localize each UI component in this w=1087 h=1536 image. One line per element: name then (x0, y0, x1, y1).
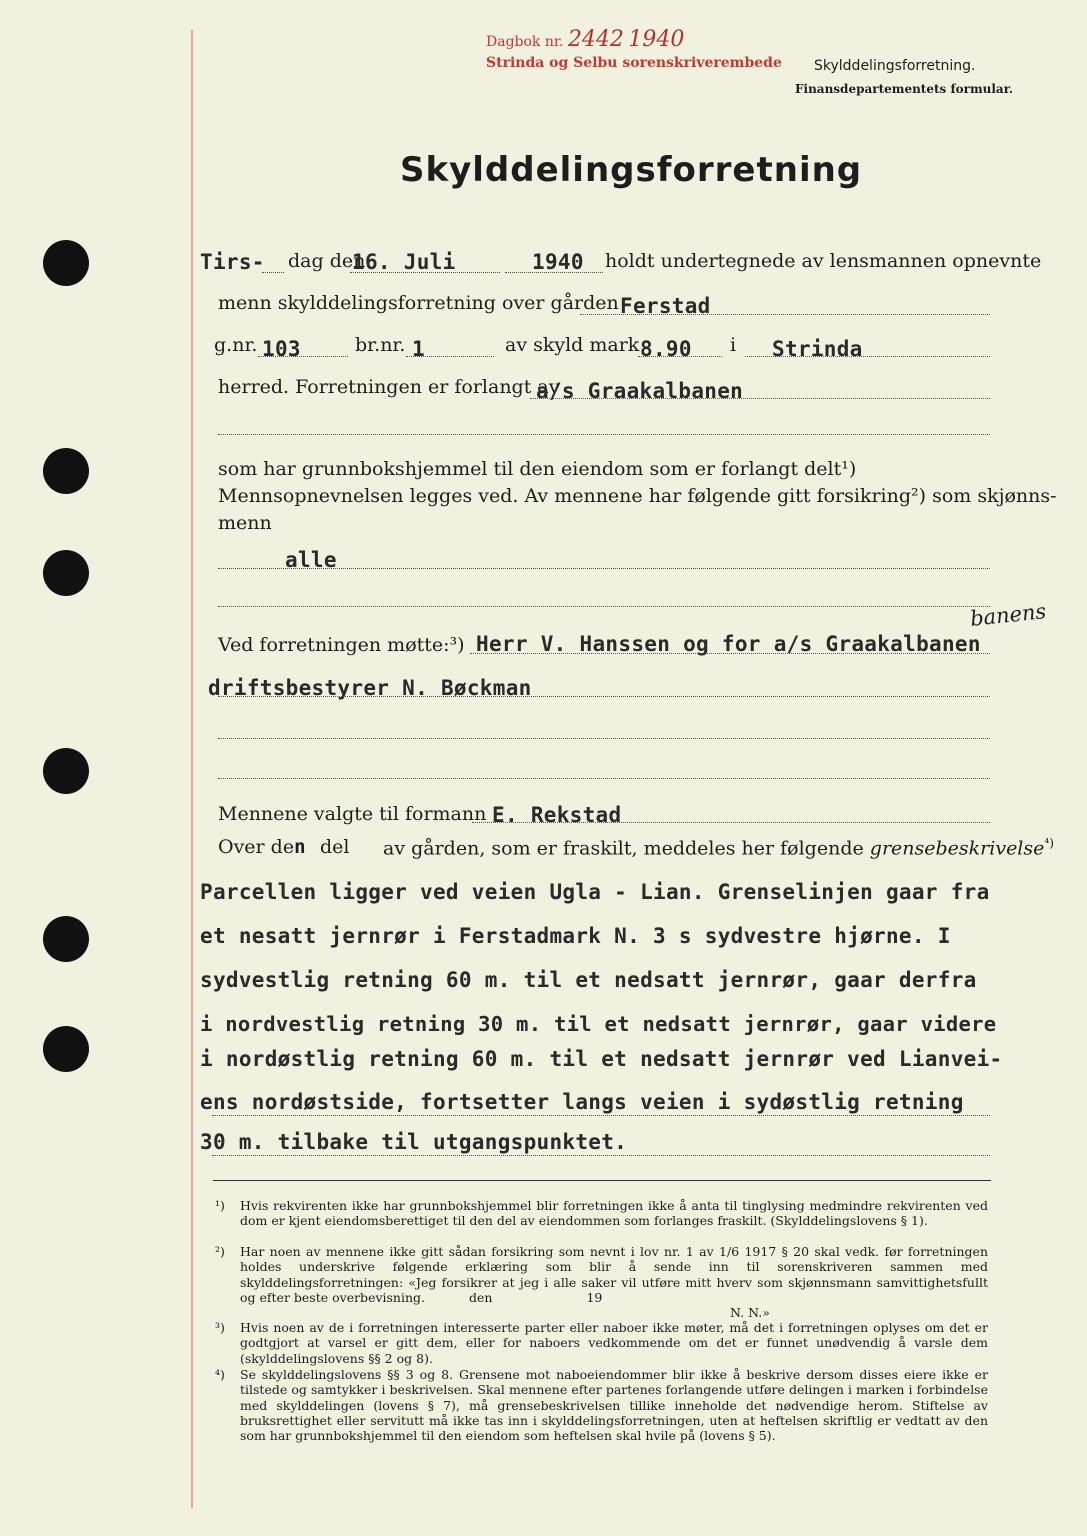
footnote-ref: ⁴) (1044, 836, 1054, 850)
mark-label: av skyld mark (505, 334, 640, 356)
footnote-3 (215, 1320, 988, 1366)
page-title: Skylddelingsforretning (400, 150, 863, 190)
del-label: del (320, 836, 350, 858)
punch-hole (43, 1026, 89, 1072)
over-den-text (383, 836, 1054, 859)
description-line: Parcellen ligger ved veien Ugla - Lian. Grenselinjen gaar fra (200, 880, 990, 904)
punch-hole (43, 550, 89, 596)
mark-value: 8.90 (640, 337, 692, 361)
footnote-2 (215, 1244, 988, 1305)
alle-value: alle (285, 548, 337, 572)
dagbok-stamp (486, 27, 684, 52)
description-line: et nesatt jernrør i Ferstadmark N. 3 s sydvestre hjørne. I (200, 924, 951, 948)
formann-name: E. Rekstad (492, 803, 622, 827)
description-line: ens nordøstside, fortsetter langs veien i sydøstlig retning (200, 1090, 964, 1114)
dag-den-label: dag den (288, 250, 366, 272)
over-den-typed-n: n (294, 836, 306, 858)
footnote-4 (215, 1367, 988, 1444)
formann-label: Mennene valgte til formann (218, 803, 487, 825)
office-stamp: Strinda og Selbu sorenskriverembede (486, 55, 782, 71)
form-name: Skylddelingsforretning. (814, 58, 976, 74)
description-line: i nordvestlig retning 30 m. til et nedsatt jernrør, gaar videre (200, 1012, 997, 1036)
footnote-2-signature: N. N.» (730, 1305, 770, 1320)
footnote-number: ¹) (215, 1198, 225, 1213)
footnote-separator (213, 1180, 991, 1181)
mennsopnevnelsen-line1: Mennsopnevnelsen legges ved. Av mennene har følgende gitt forsikring²) som skjønns- (218, 485, 1057, 507)
footnote-den: den (469, 1289, 493, 1305)
footnote-text: Hvis rekvirenten ikke har grunnbokshjemmel blir forretningen ikke å anta til tinglysing medmindre rekvirenten ved dom er kjent eiendomsberettiget til den del av eiendommen som forlanges fraskilt. (Skylddelingslovens § 1). (240, 1198, 988, 1229)
footnote-text: Hvis noen av de i forretningen interesserte parter eller naboer ikke møter, må det i forretningen oplyses om det er godtgjort at varsel er gitt dem, eller for naboers vedkommende om det er funnet unødvendig å varsle dem (skylddelingslovens §§ 2 og 8). (240, 1320, 988, 1366)
brnr-label: br.nr. (355, 334, 406, 356)
punch-hole (43, 448, 89, 494)
line2-text: menn skylddelingsforretning over gården (218, 292, 619, 314)
dagbok-number: 2442 (567, 27, 624, 52)
mote-label: Ved forretningen møtte:³) (218, 634, 465, 656)
margin-rule (191, 30, 193, 1508)
footnote-number: ²) (215, 1244, 225, 1259)
mote-typed-line1: Herr V. Hanssen og for a/s Graakalbanen (476, 632, 981, 656)
mote-typed-line2: driftsbestyrer N. Bøckman (208, 676, 532, 700)
punch-hole (43, 240, 89, 286)
mennsopnevnelsen-line2: menn (218, 512, 272, 534)
hjemmel-text: som har grunnbokshjemmel til den eiendom som er forlangt delt¹) (218, 458, 857, 480)
footnote-text: Har noen av mennene ikke gitt sådan forsikring som nevnt i lov nr. 1 av 1/6 1917 § 20 skal vedk. før forretningen holdes underskrive følgende erklæring som blir å sende inn til sorenskriveren sammen med skylddelingsforretningen: «Jeg forsikrer at jeg i alle saker vil utføre mitt hverv som skjønnsmann samvittighetsfullt og efter beste overbevisning. (240, 1244, 988, 1305)
footnote-text: Se skylddelingslovens §§ 3 og 8. Grensene mot naboeiendommer blir ikke å beskrive dersom disses eiere ikke er tilstede og samtykker i beskrivelsen. Skal mennene efter partenes forlangende utføre delingen i marken i forbindelse med skylddelingen (lovens § 7), må grensebeskrivelsen tillike inneholde det nødvendige herom. Stiftelse av bruksrettighet eller servitutt må ikke tas inn i skylddelingsforretningen, uten at heftelsen skriftlig er vedtatt av den som har grunnbokshjemmel til den eiendom som heftelsen skal hvile på (lovens § 5). (240, 1367, 988, 1444)
over-den-label (218, 836, 306, 858)
farm-name: Ferstad (620, 294, 711, 318)
footnote-1 (215, 1198, 988, 1229)
i-label: i (730, 334, 737, 356)
description-line: 30 m. tilbake til utgangspunktet. (200, 1130, 628, 1154)
footnote-number: ³) (215, 1320, 225, 1335)
form-source: Finansdepartementets formular. (795, 82, 1014, 96)
over-den-body: av gården, som er fraskilt, meddeles her følgende (383, 837, 864, 860)
dagbok-year: 1940 (628, 27, 685, 52)
brnr-value: 1 (412, 337, 425, 361)
day-typed: Tirs- (200, 250, 265, 274)
over-den-text: Over de (218, 836, 295, 858)
footnote-year: 19 (586, 1289, 603, 1305)
handwritten-insert: banens (968, 599, 1048, 631)
punch-hole (43, 748, 89, 794)
date-typed: 16. Juli (352, 250, 456, 274)
requester: a/s Graakalbanen (536, 379, 744, 403)
line4-text: herred. Forretningen er forlangt av (218, 376, 560, 398)
punch-hole (43, 916, 89, 962)
gnr-label: g.nr. (214, 334, 258, 356)
footnote-number: ⁴) (215, 1367, 225, 1382)
municipality: Strinda (772, 337, 863, 361)
year-typed: 1940 (532, 250, 584, 274)
dagbok-label: Dagbok nr. (486, 34, 564, 50)
line1-text: holdt undertegnede av lensmannen opnevnte (605, 250, 1042, 272)
grensebeskrivelse-label: grensebeskrivelse (869, 837, 1045, 860)
description-line: i nordøstlig retning 60 m. til et nedsatt jernrør ved Lianvei- (200, 1047, 1003, 1071)
description-line: sydvestlig retning 60 m. til et nedsatt jernrør, gaar derfra (200, 968, 977, 992)
gnr-value: 103 (262, 337, 301, 361)
